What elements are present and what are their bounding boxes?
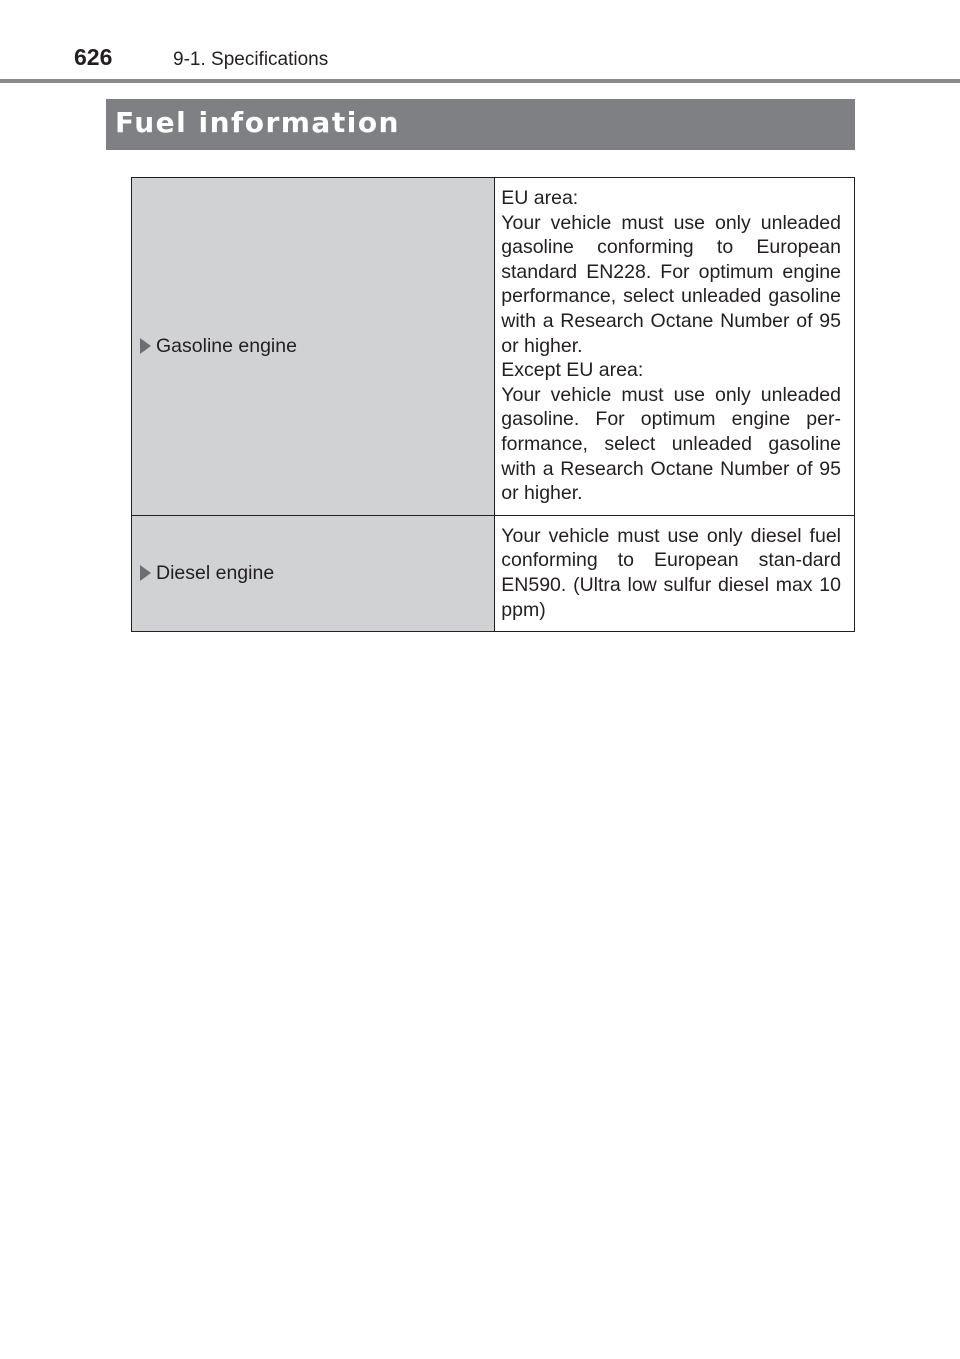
diesel-engine-value-cell xyxy=(495,515,855,631)
section-title-bar xyxy=(106,99,855,150)
table-row xyxy=(132,178,855,516)
page-header xyxy=(0,0,960,84)
paragraph: Except EU area: xyxy=(501,359,644,382)
page-number: 626 xyxy=(74,44,113,70)
row-label: Diesel engine xyxy=(156,561,275,584)
triangle-bullet-icon xyxy=(140,338,151,354)
section-label: 9-1. Specifications xyxy=(173,49,329,70)
fuel-spec-table xyxy=(131,177,855,632)
paragraph: Your vehicle must use only unleaded gasoline. For optimum engine per-formance, select unleaded gasoline with a Research Octane Number of 95 or higher. xyxy=(501,383,841,505)
gasoline-engine-label-cell xyxy=(132,178,495,516)
header-rule xyxy=(0,79,960,83)
gasoline-engine-value-cell xyxy=(495,178,855,516)
table-row xyxy=(132,515,855,631)
section-title: Fuel information xyxy=(115,106,400,139)
row-label: Gasoline engine xyxy=(156,334,297,357)
paragraph: Your vehicle must use only diesel fuel conforming to European stan-dard EN590. (Ultra low sulfur diesel max 10 ppm) xyxy=(501,524,841,621)
triangle-bullet-icon xyxy=(140,565,151,581)
diesel-engine-label-cell xyxy=(132,515,495,631)
paragraph: Your vehicle must use only unleaded gasoline conforming to European standard EN228. For optimum engine performance, select unleaded gasoline with a Research Octane Number of 95 or higher. xyxy=(501,211,841,357)
paragraph: EU area: xyxy=(501,187,579,209)
